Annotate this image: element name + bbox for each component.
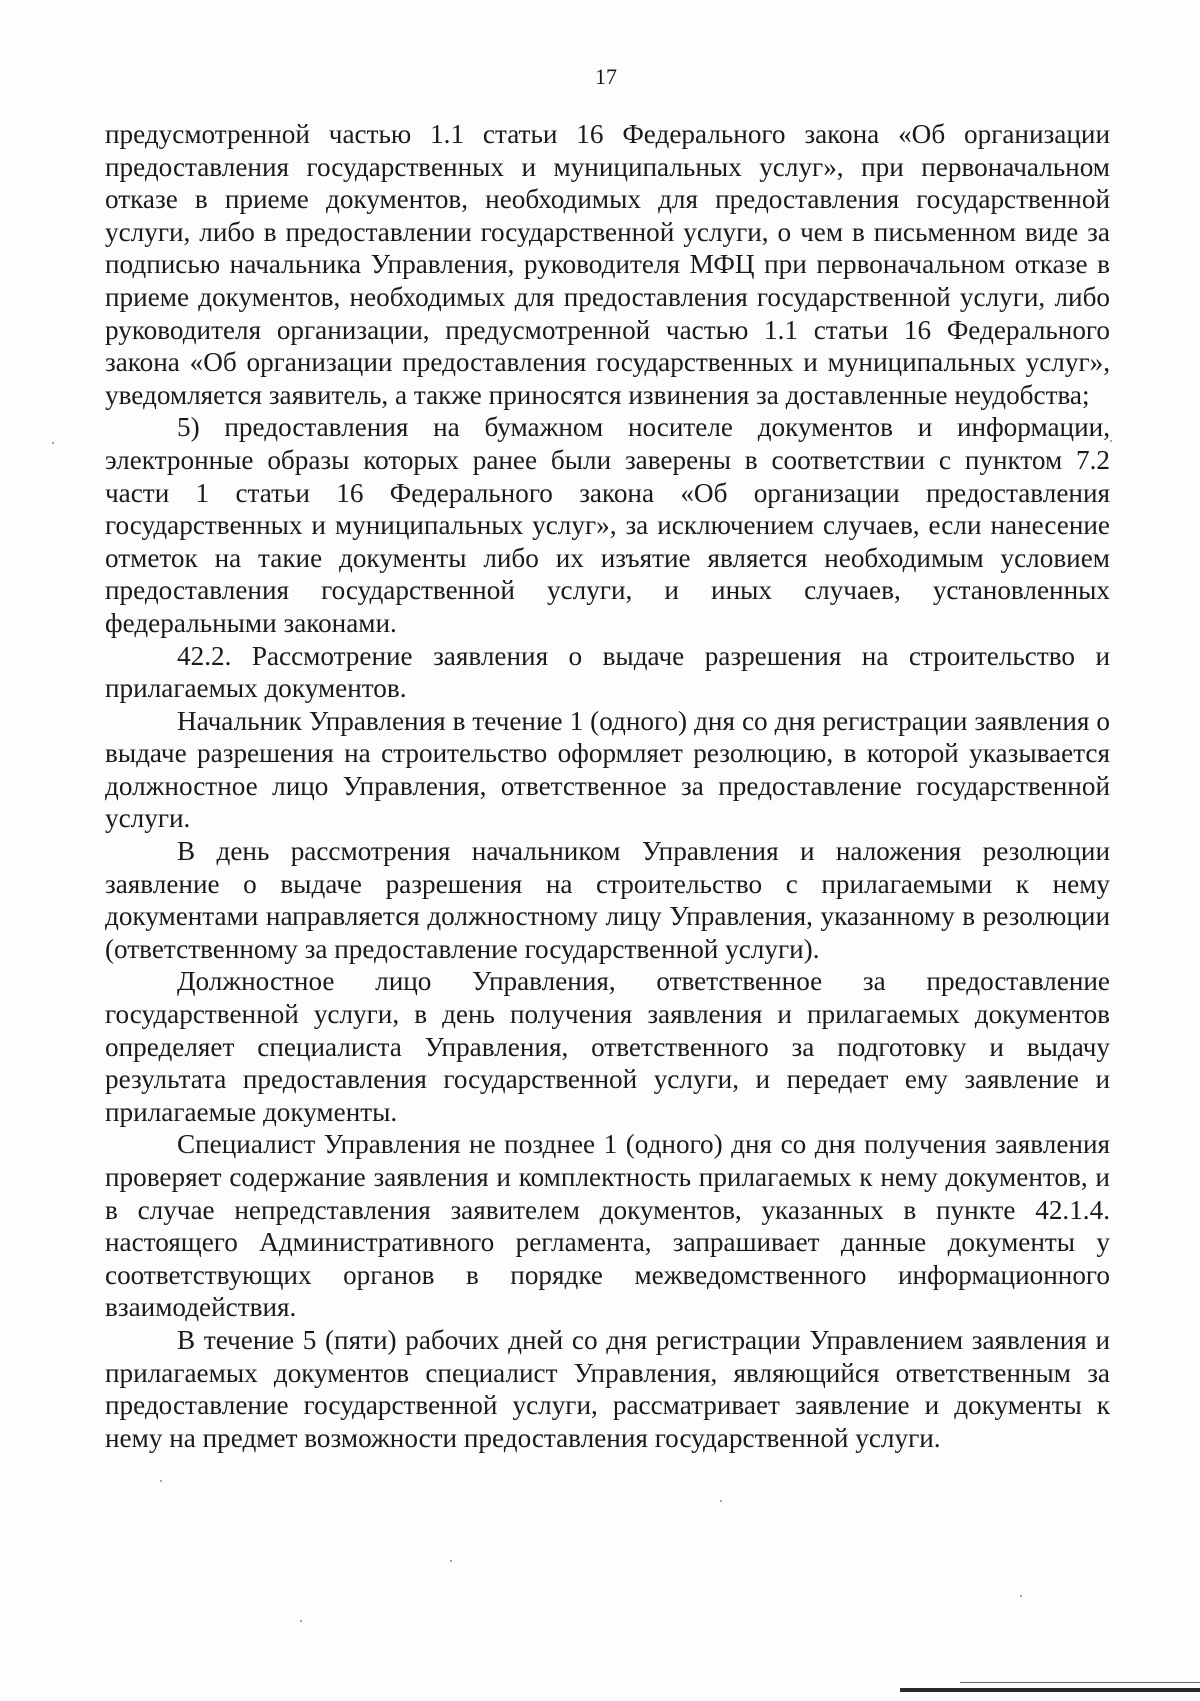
scan-speck <box>720 1500 722 1502</box>
paragraph: Специалист Управления не позднее 1 (одного) дня со дня получения заявления проверяет содержание заявления и комплектность прилагаемых к нему документов, и в случае непредставления заявителем документов, указанных в пункте 42.1.4. настоящего Административного регламента, запрашивает данные документы у соответствующих органов в порядке межведомственного информационного взаимодействия. <box>105 1129 1110 1323</box>
paragraph: Должностное лицо Управления, ответственное за предоставление государственной услуги, в день получения заявления и прилагаемых документов определяет специалиста Управления, ответственного за подготовку и выдачу результата предоставления государственной услуги, и передает ему заявление и прилагаемые документы. <box>105 966 1110 1127</box>
scan-speck <box>160 1480 162 1482</box>
scan-speck <box>300 1620 302 1622</box>
paragraph: предусмотренной частью 1.1 статьи 16 Федерального закона «Об организации предоставления государственных и муниципальных услуг», при первоначальном отказе в приеме документов, необходимых для предоставления государственной услуги, либо в предоставлении государственной услуги, о чем в письменном виде за подписью начальника Управления, руководителя МФЦ при первоначальном отказе в приеме документов, необходимых для предоставления государственной услуги, либо руководителя организации, предусмотренной частью 1.1 статьи 16 Федерального закона «Об организации предоставления государственных и муниципальных услуг», уведомляется заявитель, а также приносятся извинения за доставленные неудобства; <box>105 119 1110 410</box>
scan-edge-line <box>960 1682 1200 1683</box>
document-body <box>105 118 1110 1454</box>
scan-edge-bar <box>900 1688 1200 1692</box>
scan-speck <box>52 442 54 444</box>
scan-speck <box>1110 440 1112 442</box>
scan-speck <box>450 1560 452 1562</box>
page-number: 17 <box>595 64 617 89</box>
paragraph: В день рассмотрения начальником Управления и наложения резолюции заявление о выдаче разрешения на строительство с прилагаемыми к нему документами направляется должностному лицу Управления, указанному в резолюции (ответственному за предоставление государственной услуги). <box>105 836 1110 964</box>
paragraph: 5) предоставления на бумажном носителе документов и информации, электронные образы которых ранее были заверены в соответствии с пунктом 7.2 части 1 статьи 16 Федерального закона «Об организации предоставления государственных и муниципальных услуг», за исключением случаев, если нанесение отметок на такие документы либо их изъятие является необходимым условием предоставления государственной услуги, и иных случаев, установленных федеральными законами. <box>105 412 1110 638</box>
paragraph: В течение 5 (пяти) рабочих дней со дня регистрации Управлением заявления и прилагаемых документов специалист Управления, являющийся ответственным за предоставление государственной услуги, рассматривает заявление и документы к нему на предмет возможности предоставления государственной услуги. <box>105 1324 1110 1453</box>
paragraph: Начальник Управления в течение 1 (одного) дня со дня регистрации заявления о выдаче разрешения на строительство оформляет резолюцию, в которой указывается должностное лицо Управления, ответственное за предоставление государственной услуги. <box>105 705 1110 834</box>
paragraph: 42.2. Рассмотрение заявления о выдаче разрешения на строительство и прилагаемых документов. <box>105 640 1110 704</box>
scan-speck <box>1020 1595 1022 1597</box>
